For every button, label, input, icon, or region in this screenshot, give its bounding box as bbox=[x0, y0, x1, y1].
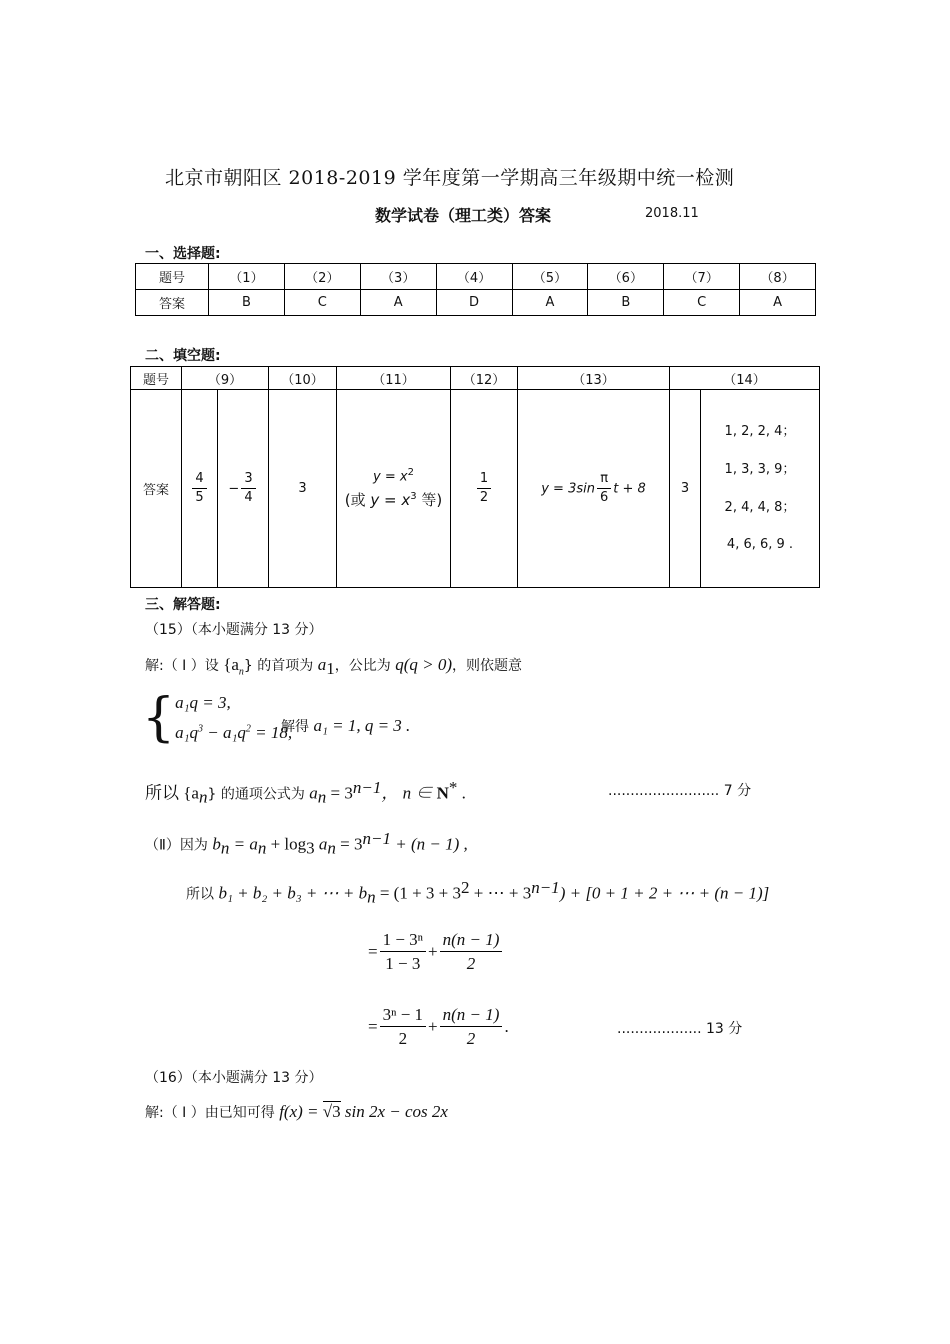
subscript: n bbox=[238, 666, 244, 678]
fraction-numerator: π bbox=[597, 472, 611, 489]
fraction-denominator: 2 bbox=[398, 1028, 408, 1048]
subscript: 1 bbox=[326, 658, 335, 678]
period: . bbox=[504, 1016, 509, 1036]
minus-sign: − bbox=[228, 481, 240, 496]
math: ) + [0 + 1 + 2 + ⋯ + (n − 1)] bbox=[559, 883, 770, 903]
exponent: 2 bbox=[245, 723, 251, 735]
part-2-statement bbox=[145, 829, 468, 858]
sqrt-3: √3 bbox=[322, 1102, 341, 1121]
table-cell: （8） bbox=[740, 264, 816, 290]
math: + (n − 1) , bbox=[390, 834, 468, 854]
equation-system bbox=[142, 688, 293, 748]
problem-15-intro bbox=[145, 655, 522, 679]
fraction-denominator: 5 bbox=[195, 489, 204, 505]
answer-13 bbox=[518, 390, 670, 588]
exponent: 2 bbox=[407, 467, 414, 479]
table-cell: （11） bbox=[337, 367, 451, 390]
table-cell: （13） bbox=[518, 367, 670, 390]
row-label-question: 题号 bbox=[136, 264, 209, 290]
exponent: n−1 bbox=[362, 829, 391, 848]
fraction-denominator: 2 bbox=[479, 489, 489, 505]
fraction-denominator: 1 − 3 bbox=[385, 953, 421, 973]
exponent: n−1 bbox=[531, 878, 560, 897]
table-row bbox=[136, 264, 816, 290]
row-label-answer: 答案 bbox=[136, 290, 209, 316]
table-cell: （7） bbox=[664, 264, 740, 290]
natural-set: N bbox=[436, 783, 449, 803]
ratio-condition: q(q > 0) bbox=[395, 655, 452, 674]
answer-12 bbox=[451, 390, 518, 588]
row-label-question: 题号 bbox=[131, 367, 182, 390]
answer-10: 3 bbox=[269, 390, 337, 588]
fill-answer-table bbox=[130, 366, 820, 588]
sum-step-1 bbox=[368, 930, 504, 973]
answer-11-alt-prefix: (或 bbox=[344, 490, 371, 509]
fraction-numerator: 3ⁿ − 1 bbox=[380, 1005, 426, 1027]
subscript: n bbox=[367, 887, 376, 907]
sequence-open: {a bbox=[223, 655, 239, 674]
fraction-numerator: 3 bbox=[241, 472, 255, 489]
problem-16-intro bbox=[145, 1102, 448, 1122]
choice-answer-table bbox=[135, 263, 816, 316]
eq-part: = 18, bbox=[250, 723, 293, 742]
exponent: 3 bbox=[198, 723, 204, 735]
table-cell: （6） bbox=[588, 264, 664, 290]
table-cell: A bbox=[740, 290, 816, 316]
fraction-denominator: 4 bbox=[244, 489, 253, 505]
table-cell: B bbox=[209, 290, 285, 316]
math: = (1 + 3 + 3 bbox=[375, 883, 462, 903]
fraction-numerator: n(n − 1) bbox=[440, 1005, 503, 1027]
fraction-numerator: n(n − 1) bbox=[440, 930, 503, 952]
table-row bbox=[136, 290, 816, 316]
general-end: . bbox=[457, 783, 466, 803]
first-term: a bbox=[317, 655, 327, 674]
table-row bbox=[131, 367, 820, 390]
solve-result bbox=[281, 716, 410, 736]
table-cell: （9） bbox=[182, 367, 269, 390]
general-eq: = 3 bbox=[326, 783, 353, 803]
answer-11 bbox=[337, 390, 451, 588]
list-item: 1, 3, 3, 9； bbox=[724, 461, 796, 477]
answer-13-suffix: t + 8 bbox=[613, 481, 646, 496]
subscript: n bbox=[327, 838, 336, 858]
solve-label: 解得 bbox=[281, 719, 314, 735]
fraction-numerator: 4 bbox=[192, 472, 206, 489]
plus-sign: + bbox=[428, 941, 438, 961]
fraction-denominator: 2 bbox=[466, 1028, 476, 1048]
score-marker: ......................... 7 分 bbox=[608, 783, 752, 799]
section-heading-choice: 一、选择题: bbox=[145, 246, 221, 262]
system-equation-1: a₁q = 3, bbox=[175, 693, 231, 712]
answer-9-second bbox=[218, 390, 269, 588]
section-heading-solutions: 三、解答题: bbox=[145, 597, 221, 613]
exponent: n−1 bbox=[352, 778, 382, 797]
fraction-denominator: 2 bbox=[466, 953, 476, 973]
sum-step-2 bbox=[368, 1005, 509, 1048]
answer-14-first: 3 bbox=[670, 390, 701, 588]
answer-9-first bbox=[182, 390, 218, 588]
table-cell: （12） bbox=[451, 367, 518, 390]
problem-15-title: （15）（本小题满分 13 分） bbox=[145, 622, 323, 638]
table-cell: B bbox=[588, 290, 664, 316]
system-equation-2 bbox=[175, 723, 292, 743]
table-cell: （14） bbox=[670, 367, 820, 390]
table-cell: （2） bbox=[284, 264, 360, 290]
list-item: 2, 4, 4, 8； bbox=[724, 499, 796, 515]
solve-math: a₁ = 1, q = 3 . bbox=[313, 716, 411, 735]
general-term bbox=[145, 778, 466, 807]
table-row bbox=[131, 390, 820, 588]
sum-label: 所以 bbox=[186, 886, 219, 903]
page-title: 北京市朝阳区 2018-2019 学年度第一学期高三年级期中统一检测 bbox=[165, 167, 735, 189]
subscript: n bbox=[257, 838, 267, 858]
math: sin 2x − cos 2x bbox=[340, 1102, 448, 1121]
math: b bbox=[212, 834, 221, 854]
part2-label: （Ⅱ）因为 bbox=[145, 837, 213, 854]
general-prefix: 所以 {a bbox=[145, 783, 199, 803]
answer-11-alt-suffix: 等) bbox=[416, 490, 443, 509]
math: + log bbox=[266, 834, 307, 854]
problem-16-title: （16）（本小题满分 13 分） bbox=[145, 1070, 323, 1086]
solution-label: 解:（ Ⅰ ）由已知可得 bbox=[145, 1105, 280, 1121]
fraction-numerator: 1 bbox=[477, 472, 491, 489]
math: = 3 bbox=[335, 834, 363, 854]
table-cell: C bbox=[284, 290, 360, 316]
general-domain: ， n ∈ bbox=[381, 783, 437, 803]
eq-part: a₁q bbox=[175, 723, 199, 742]
sum-statement bbox=[186, 878, 769, 907]
solution-label: 解:（ Ⅰ ）设 bbox=[145, 658, 219, 674]
page-subtitle: 数学试卷（理工类）答案 bbox=[375, 206, 552, 225]
general-mid: } 的通项公式为 bbox=[207, 786, 310, 803]
table-cell: A bbox=[512, 290, 588, 316]
exponent: 3 bbox=[410, 490, 417, 502]
table-cell: （10） bbox=[269, 367, 337, 390]
table-cell: （5） bbox=[512, 264, 588, 290]
exponent: * bbox=[448, 778, 458, 797]
subscript: n bbox=[198, 787, 208, 807]
table-cell: （1） bbox=[209, 264, 285, 290]
math: b₁ + b₂ + b₃ + ⋯ + b bbox=[218, 883, 368, 903]
fraction-numerator: 1 − 3ⁿ bbox=[380, 930, 426, 952]
exponent: 2 bbox=[461, 878, 470, 897]
answer-13-prefix: y = 3sin bbox=[541, 481, 595, 496]
subscript: n bbox=[220, 838, 230, 858]
math: = a bbox=[229, 834, 258, 854]
intro-ratio: ，公比为 bbox=[334, 658, 396, 674]
subscript: 3 bbox=[306, 838, 315, 858]
eq-part: − a₁q bbox=[203, 723, 246, 742]
section-heading-fill: 二、填空题: bbox=[145, 348, 221, 364]
table-cell: （4） bbox=[436, 264, 512, 290]
answer-11-alt: y = x bbox=[370, 490, 411, 509]
answer-11-main: y = x bbox=[373, 469, 408, 485]
general-math: a bbox=[309, 783, 318, 803]
brace-symbol: { bbox=[142, 688, 176, 748]
score-marker: ................... 13 分 bbox=[617, 1021, 743, 1037]
table-cell: A bbox=[360, 290, 436, 316]
list-item: 1, 2, 2, 4； bbox=[724, 424, 796, 440]
math: a bbox=[314, 834, 328, 854]
math: f(x) = bbox=[279, 1102, 323, 1121]
list-item: 4, 6, 6, 9 . bbox=[726, 537, 794, 553]
plus-sign: + bbox=[428, 1016, 438, 1036]
equals-sign: = bbox=[368, 1016, 378, 1036]
table-cell: （3） bbox=[360, 264, 436, 290]
equals-sign: = bbox=[368, 941, 378, 961]
exam-date: 2018.11 bbox=[645, 206, 699, 221]
math: + ⋯ + 3 bbox=[469, 883, 532, 903]
table-cell: D bbox=[436, 290, 512, 316]
answer-14-second bbox=[701, 390, 820, 588]
intro-end: ，则依题意 bbox=[451, 658, 522, 674]
subscript: n bbox=[317, 787, 327, 807]
table-cell: C bbox=[664, 290, 740, 316]
row-label-answer: 答案 bbox=[131, 390, 182, 588]
intro-mid: } 的首项为 bbox=[243, 658, 318, 674]
fraction-denominator: 6 bbox=[599, 489, 609, 505]
